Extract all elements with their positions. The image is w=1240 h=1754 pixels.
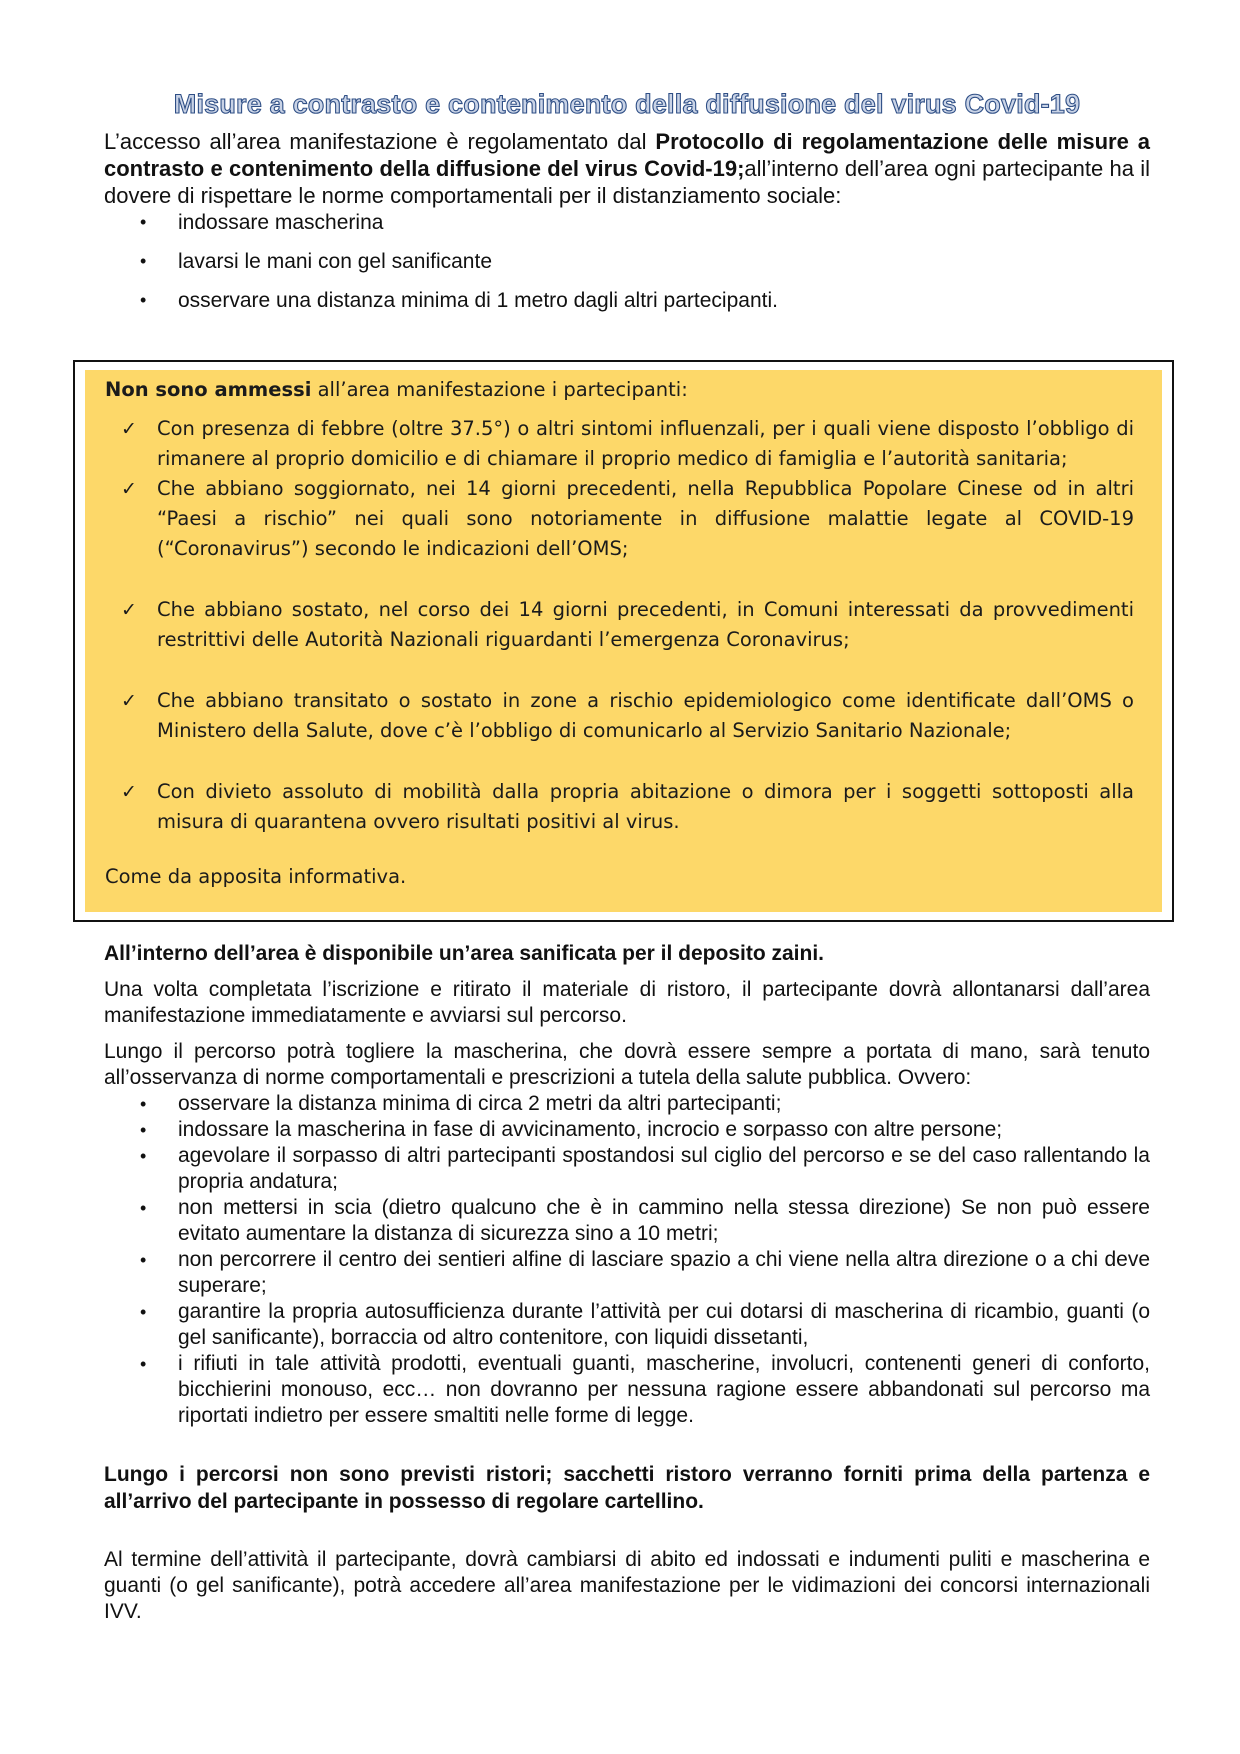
list-item-text: Che abbiano sostato, nel corso dei 14 giorni precedenti, in Comuni interessati da provvedimenti restrittivi delle Autorità Nazionali riguardanti l’emergenza Coronavirus; xyxy=(157,598,1134,651)
final-paragraph: Al termine dell’attività il partecipante, dovrà cambiarsi di abito ed indossati e indumenti puliti e mascherina e guanti (o gel sanificante), potrà accedere all’area manifestazione per le vidimazioni dei concorsi internazionali IVV. xyxy=(104,1548,1150,1623)
bullet-icon: • xyxy=(140,251,147,271)
list-item xyxy=(104,1143,1150,1195)
list-item-text: non percorrere il centro dei sentieri alfine di lasciare spazio a chi viene nella altra direzione o a chi deve superare; xyxy=(178,1248,1150,1297)
list-item xyxy=(104,209,1150,236)
page-title: Misure a contrasto e contenimento della diffusione del virus Covid-19 xyxy=(173,89,1081,119)
list-item xyxy=(105,686,1134,746)
document-top xyxy=(104,88,1150,326)
distancing-rules-list xyxy=(104,209,1150,314)
list-item-text: Che abbiano transitato o sostato in zone a rischio epidemiologico come identificate dall’OMS o Ministero della Salute, dove c’è l’obbligo di comunicarlo al Servizio Sanitario Nazionale; xyxy=(157,689,1134,742)
list-item-text: Che abbiano soggiornato, nei 14 giorni precedenti, nella Repubblica Popolare Cinese od in altri “Paesi a rischio” nei quali sono notoriamente in diffusione malattie legate al COVID-19 (“Coronavirus”) secondo le indicazioni dell’OMS; xyxy=(157,477,1134,560)
checkmark-icon: ✓ xyxy=(121,781,137,803)
list-item-text: osservare una distanza minima di 1 metro dagli altri partecipanti. xyxy=(178,289,778,312)
list-item-text: osservare la distanza minima di circa 2 metri da altri partecipanti; xyxy=(178,1092,782,1115)
list-item-text: i rifiuti in tale attività prodotti, eventuali guanti, mascherine, involucri, contenenti generi di conforto, bicchierini monouso, ecc… non dovranno per nessuna ragione essere abbandonati sul percorso ma riportati indietro per essere smaltiti nelle forme di legge. xyxy=(178,1352,1150,1427)
document-bottom xyxy=(104,940,1150,1625)
bullet-icon: • xyxy=(140,1146,147,1166)
list-item xyxy=(104,1247,1150,1299)
bullet-icon: • xyxy=(140,1120,147,1140)
list-item-text: Con presenza di febbre (oltre 37.5°) o altri sintomi influenzali, per i quali viene disposto l’obbligo di rimanere al proprio domicilio e di chiamare il proprio medico di famiglia e l’autorità sanitaria; xyxy=(157,417,1134,470)
list-item xyxy=(104,287,1150,314)
route-rules-list xyxy=(104,1091,1150,1429)
intro-text-2: all’interno dell’area ogni partecipante ha il dovere di rispettare le norme comportamentali per il distanziamento sociale: xyxy=(104,156,1150,208)
list-item xyxy=(105,777,1134,837)
checkmark-icon: ✓ xyxy=(121,418,137,440)
checkmark-icon: ✓ xyxy=(121,599,137,621)
route-paragraph: Lungo il percorso potrà togliere la mascherina, che dovrà essere sempre a portata di mano, sarà tenuto all’osservanza di norme comportamentali e prescrizioni a tutela della salute pubblica. Ovvero: xyxy=(104,1040,1150,1089)
notice-intro-text: all’area manifestazione i partecipanti: xyxy=(311,378,688,401)
list-item-text: agevolare il sorpasso di altri partecipanti spostandosi sul ciglio del percorso e se del caso rallentando la propria andatura; xyxy=(178,1144,1150,1193)
bullet-icon: • xyxy=(140,1302,147,1322)
notice-content xyxy=(105,376,1134,891)
list-item-text: indossare la mascherina in fase di avvicinamento, incrocio e sorpasso con altre persone; xyxy=(178,1118,1003,1141)
exclusion-criteria-list xyxy=(105,414,1134,837)
list-item-text: Con divieto assoluto di mobilità dalla propria abitazione o dimora per i soggetti sottoposti alla misura di quarantena ovvero risultati positivi al virus. xyxy=(157,780,1134,833)
bullet-icon: • xyxy=(140,1250,147,1270)
notice-intro xyxy=(105,376,1134,404)
bullet-icon: • xyxy=(140,212,147,232)
bullet-icon: • xyxy=(140,1198,147,1218)
list-item xyxy=(105,474,1134,564)
list-item-text: non mettersi in scia (dietro qualcuno che è in cammino nella stessa direzione) Se non può essere evitato aumentare la distanza di sicurezza sino a 10 metri; xyxy=(178,1196,1150,1245)
bullet-icon: • xyxy=(140,1094,147,1114)
list-item xyxy=(105,595,1134,655)
list-item xyxy=(104,1351,1150,1429)
admission-notice-box xyxy=(73,360,1174,922)
list-item xyxy=(104,248,1150,275)
list-item xyxy=(104,1091,1150,1117)
list-item xyxy=(104,1195,1150,1247)
checkmark-icon: ✓ xyxy=(121,478,137,500)
checkmark-icon: ✓ xyxy=(121,690,137,712)
list-item-text: indossare mascherina xyxy=(178,211,384,234)
intro-text-1: L’accesso all’area manifestazione è regolamentato dal xyxy=(104,129,656,154)
intro-paragraph xyxy=(104,128,1150,209)
list-item-text: lavarsi le mani con gel sanificante xyxy=(178,250,492,273)
list-item xyxy=(104,1117,1150,1143)
bullet-icon: • xyxy=(140,1354,147,1374)
deposit-note: All’interno dell’area è disponibile un’area sanificata per il deposito zaini. xyxy=(104,942,825,965)
intro-protocol-name: Protocollo di regolamentazione delle misure a contrasto e contenimento della diffusione del virus Covid-19; xyxy=(104,129,1150,181)
notice-intro-bold: Non sono ammessi xyxy=(105,378,312,401)
list-item xyxy=(105,414,1134,474)
bullet-icon: • xyxy=(140,290,147,310)
refreshment-note: Lungo i percorsi non sono previsti ristori; sacchetti ristoro verranno forniti prima della partenza e all’arrivo del partecipante in possesso di regolare cartellino. xyxy=(104,1463,1150,1513)
list-item-text: garantire la propria autosufficienza durante l’attività per cui dotarsi di mascherina di ricambio, guanti (o gel sanificante), borraccia od altro contenitore, con liquidi dissetanti, xyxy=(178,1300,1150,1349)
registration-paragraph: Una volta completata l’iscrizione e ritirato il materiale di ristoro, il partecipante dovrà allontanarsi dall’area manifestazione immediatamente e avviarsi sul percorso. xyxy=(104,978,1150,1027)
notice-footer: Come da apposita informativa. xyxy=(105,865,407,888)
list-item xyxy=(104,1299,1150,1351)
